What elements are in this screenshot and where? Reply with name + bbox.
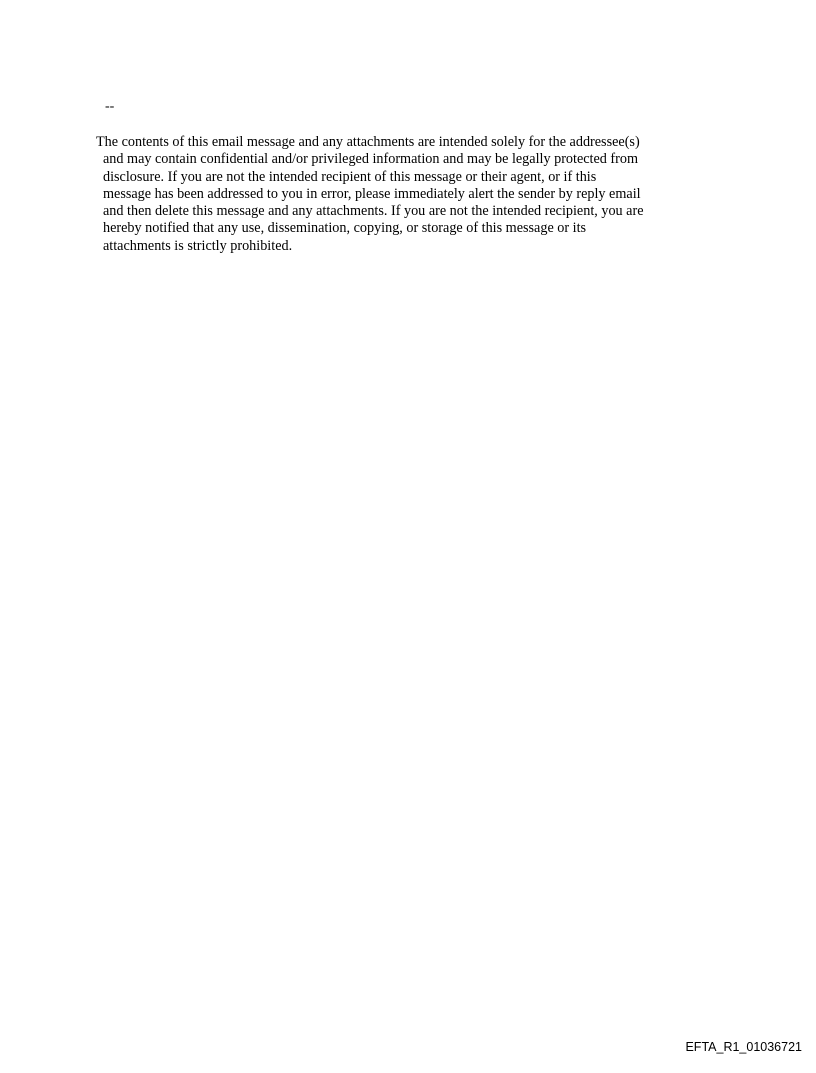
disclaimer-line: hereby notified that any use, dissemination, copying, or storage of this message or its — [103, 220, 587, 237]
disclaimer-line: The contents of this email message and any attachments are intended solely for the addressee(s) — [96, 134, 640, 150]
disclaimer-line: and may contain confidential and/or privileged information and may be legally protected from — [103, 151, 639, 168]
disclaimer-line: message has been addressed to you in error, please immediately alert the sender by reply email — [103, 185, 641, 202]
confidentiality-disclaimer — [96, 134, 736, 255]
disclaimer-line: disclosure. If you are not the intended recipient of this message or their agent, or if this — [103, 168, 597, 185]
disclaimer-line: and then delete this message and any attachments. If you are not the intended recipient, you are — [103, 203, 644, 220]
signature-separator: -- — [105, 99, 115, 114]
document-id-stamp: EFTA_R1_01036721 — [685, 1040, 802, 1054]
disclaimer-line: attachments is strictly prohibited. — [103, 237, 293, 254]
